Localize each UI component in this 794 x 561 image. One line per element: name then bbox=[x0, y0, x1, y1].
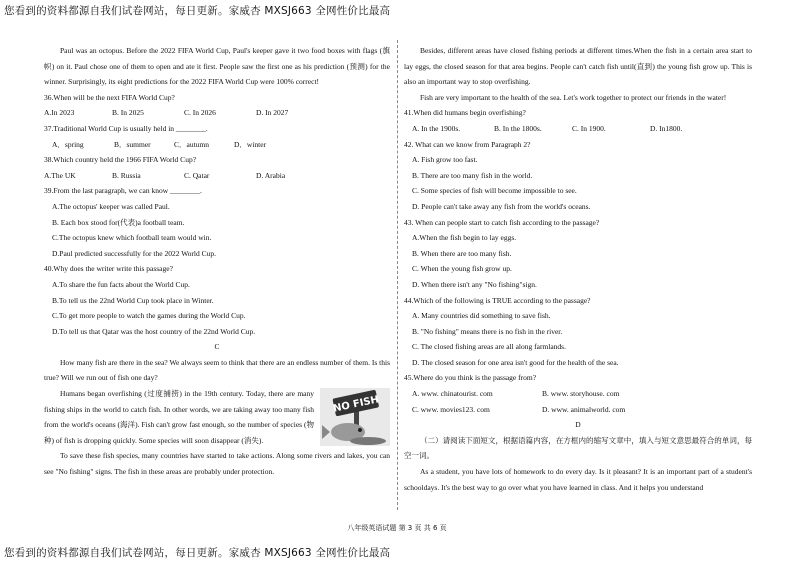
column-divider bbox=[397, 40, 398, 510]
passage-c-p5: Fish are very important to the health of the sea. Let's work together to protect our friends in the water! bbox=[420, 92, 727, 102]
option: B. Each box stood for(代表)a football team. bbox=[52, 217, 185, 227]
question-38-options bbox=[44, 168, 390, 184]
section-d-heading: D bbox=[575, 420, 581, 430]
question-36: 36.When will be the next FIFA World Cup? bbox=[44, 92, 175, 102]
question-43: 43. When can people start to catch fish according to the passage? bbox=[404, 217, 600, 227]
question-41-options bbox=[404, 121, 752, 137]
passage-c-p1: How many fish are there in the sea? We always seem to think that there are an endless number of them. Is this true? Will we run out of fish one day? bbox=[44, 357, 390, 383]
option: C. In 1900. bbox=[572, 123, 606, 133]
option: C. Qatar bbox=[184, 170, 210, 180]
question-37: 37.Traditional World Cup is usually held in ________. bbox=[44, 123, 208, 133]
option: D. When there isn't any "No fishing"sign. bbox=[412, 279, 537, 289]
option: C.To get more people to watch the games during the World Cup. bbox=[52, 311, 246, 321]
option: B. Russia bbox=[112, 170, 141, 180]
option: D. Arabia bbox=[256, 170, 286, 180]
option: C. In 2026 bbox=[184, 108, 216, 118]
option: B. When there are too many fish. bbox=[412, 248, 512, 258]
option: B.To tell us the 22nd World Cup took place in Winter. bbox=[52, 295, 214, 305]
question-44: 44.Which of the following is TRUE according to the passage? bbox=[404, 295, 591, 305]
bottom-banner: 您看到的资料都源自我们试卷网站，每日更新。家威杏 MXSJ663 全网性价比最高 bbox=[4, 547, 391, 559]
option: D. People can't take away any fish from the world's oceans. bbox=[412, 201, 591, 211]
question-38: 38.Which country held the 1966 FIFA World Cup? bbox=[44, 155, 197, 165]
question-39: 39.From the last paragraph, we can know ________. bbox=[44, 186, 202, 196]
section-c-heading: C bbox=[214, 342, 220, 352]
option: D. www. animalworld. com bbox=[542, 404, 626, 414]
option: D.Paul predicted successfully for the 2022 World Cup. bbox=[52, 248, 217, 258]
option: A. www. chinatourist. com bbox=[412, 389, 493, 399]
option: A.The octopus' keeper was called Paul. bbox=[52, 201, 170, 211]
passage-d-p1: As a student, you have lots of homework to do every day. Is it pleasant? It is an important part of a student's schooldays. It's the best way to go over what you have learned in class. And it helps you understand bbox=[404, 467, 752, 492]
passage-c-p3: To save these fish species, many countries have started to take actions. Along some rivers and lakes, you can see "No fishing" signs. The fish in these areas are probably under protection. bbox=[44, 451, 390, 477]
option: A.When the fish begin to lay eggs. bbox=[412, 233, 517, 243]
no-fishing-sign-illustration bbox=[320, 388, 390, 446]
question-45-options-row1 bbox=[404, 386, 752, 402]
option: B. In 2025 bbox=[112, 108, 144, 118]
option: B. In the 1800s. bbox=[494, 123, 542, 133]
option: C. The closed fishing areas are all along farmlands. bbox=[412, 342, 566, 352]
option: A. In the 1900s. bbox=[412, 123, 461, 133]
question-40: 40.Why does the writer write this passage? bbox=[44, 264, 173, 274]
option: D. In 2027 bbox=[256, 108, 289, 118]
passage-c-p2: Humans began overfishing (过度捕捞) in the 19th century. Today, there are many fishing ships in the world to catch fish. In other words, we are taking away too many fish from the world's oceans (海洋). Fish can't grow fast enough, so the number of species (物种) of fish is dropping quickly. Some species will soon disappear (消失). bbox=[44, 389, 314, 445]
left-column bbox=[44, 43, 390, 480]
option: B．summer bbox=[114, 139, 151, 149]
option: A. Many countries did something to save fish. bbox=[412, 311, 551, 321]
section-d-instructions: （二）请阅读下面短文，根据语篇内容，在方框内的缩写文章中，填入与短文意思最符合的单词，每空一词。 bbox=[404, 435, 752, 461]
sign-text: NO FISH bbox=[332, 394, 380, 415]
question-37-options bbox=[44, 137, 390, 153]
page-footer: 八年级英语试题 第 3 页 共 6 页 bbox=[347, 524, 447, 532]
question-36-options bbox=[44, 105, 390, 121]
question-41: 41.When did humans begin overfishing? bbox=[404, 108, 526, 118]
option: C. When the young fish grow up. bbox=[412, 264, 512, 274]
option: D. In1800. bbox=[650, 123, 683, 133]
option: D．winter bbox=[234, 139, 267, 149]
option: C. www. movies123. com bbox=[412, 404, 490, 414]
question-45-options-row2 bbox=[404, 402, 752, 418]
right-column bbox=[404, 43, 752, 495]
option: A.In 2023 bbox=[44, 108, 75, 118]
option: A. Fish grow too fast. bbox=[412, 155, 478, 165]
passage-b-intro: Paul was an octopus. Before the 2022 FIFA World Cup, Paul's keeper gave it two food boxes with flags (旗帜) on it. Paul chose one of them to open and ate it first. People saw the first one as his prediction (预测) for the winner. Surprisingly, its eight predictions for the 2022 FIFA World Cup were 100% correct! bbox=[44, 46, 390, 87]
option: D. The closed season for one area isn't good for the health of the sea. bbox=[412, 357, 619, 367]
question-45: 45.Where do you think is the passage from? bbox=[404, 373, 537, 383]
option: D.To tell us that Qatar was the host country of the 22nd World Cup. bbox=[52, 326, 256, 336]
option: B. www. storyhouse. com bbox=[542, 389, 620, 399]
option: A.The UK bbox=[44, 170, 76, 180]
option: A.To share the fun facts about the World Cup. bbox=[52, 279, 190, 289]
option: C.The octopus knew which football team would win. bbox=[52, 233, 212, 243]
question-42: 42. What can we know from Paragraph 2? bbox=[404, 139, 531, 149]
passage-c-p4: Besides, different areas have closed fishing periods at different times.When the fish in a certain area start to lay eggs, the closed season for that area begins. People can't catch fish until(直到) the young fish grow up. This is also an important way to stop overfishing. bbox=[404, 46, 752, 87]
option: A．spring bbox=[52, 139, 84, 149]
option: C．autumn bbox=[174, 139, 209, 149]
option: C. Some species of fish will become impossible to see. bbox=[412, 186, 577, 196]
option: B. "No fishing" means there is no fish in the river. bbox=[412, 326, 563, 336]
option: B. There are too many fish in the world. bbox=[412, 170, 533, 180]
top-banner: 您看到的资料都源自我们试卷网站，每日更新。家威杏 MXSJ663 全网性价比最高 bbox=[4, 5, 391, 17]
